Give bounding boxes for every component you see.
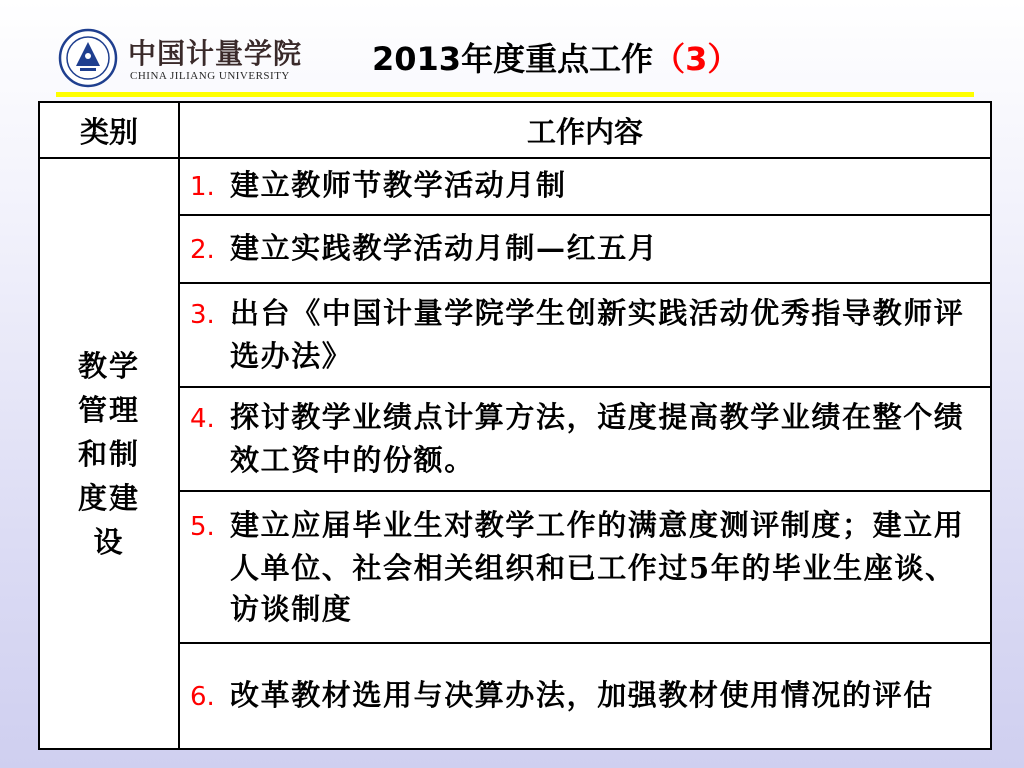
- item-text: 探讨教学业绩点计算方法，适度提高教学业绩在整个绩效工资中的份额。: [230, 400, 965, 477]
- header-category: 类别: [39, 102, 179, 158]
- item-cell: [179, 643, 991, 749]
- title-main: 2013年度重点工作: [372, 40, 654, 78]
- item-number: 4.: [190, 404, 215, 434]
- item-cell: [179, 387, 991, 491]
- item-cell: [179, 283, 991, 387]
- category-cell: [39, 158, 179, 749]
- table-row: [39, 283, 991, 387]
- university-logo: [58, 28, 308, 90]
- item-cell: [179, 215, 991, 283]
- table-row: [39, 215, 991, 283]
- category-label: 教学管理和制度建设: [77, 348, 140, 559]
- table-row: [39, 491, 991, 643]
- item-text: 改革教材选用与决算办法，加强教材使用情况的评估: [230, 677, 934, 712]
- item-number: 3.: [190, 300, 215, 330]
- header-content: 工作内容: [179, 102, 991, 158]
- work-table: [38, 101, 992, 750]
- page-title: [372, 34, 739, 80]
- table-row: [39, 387, 991, 491]
- title-divider: [56, 92, 974, 97]
- university-emblem-icon: [58, 28, 118, 88]
- table-row: [39, 643, 991, 749]
- item-number: 6.: [190, 681, 215, 712]
- item-text: 建立教师节教学活动月制: [230, 168, 567, 202]
- item-text: 建立实践教学活动月制—红五月: [230, 230, 659, 265]
- item-number: 5.: [190, 511, 215, 542]
- title-number: （3）: [653, 40, 740, 78]
- item-text: 出台《中国计量学院学生创新实践活动优秀指导教师评选办法》: [230, 296, 965, 373]
- table-header-row: [39, 102, 991, 158]
- item-text: 建立应届毕业生对教学工作的满意度测评制度；建立用人单位、社会相关组织和已工作过5年的毕业生座谈、访谈制度: [230, 507, 965, 626]
- logo-english-name: CHINA JILIANG UNIVERSITY: [130, 70, 290, 82]
- item-number: 1.: [190, 172, 215, 202]
- item-number: 2.: [190, 234, 215, 265]
- logo-chinese-name: 中国计量学院: [128, 37, 303, 70]
- item-cell: [179, 491, 991, 643]
- item-cell: [179, 158, 991, 215]
- table-row: [39, 158, 991, 215]
